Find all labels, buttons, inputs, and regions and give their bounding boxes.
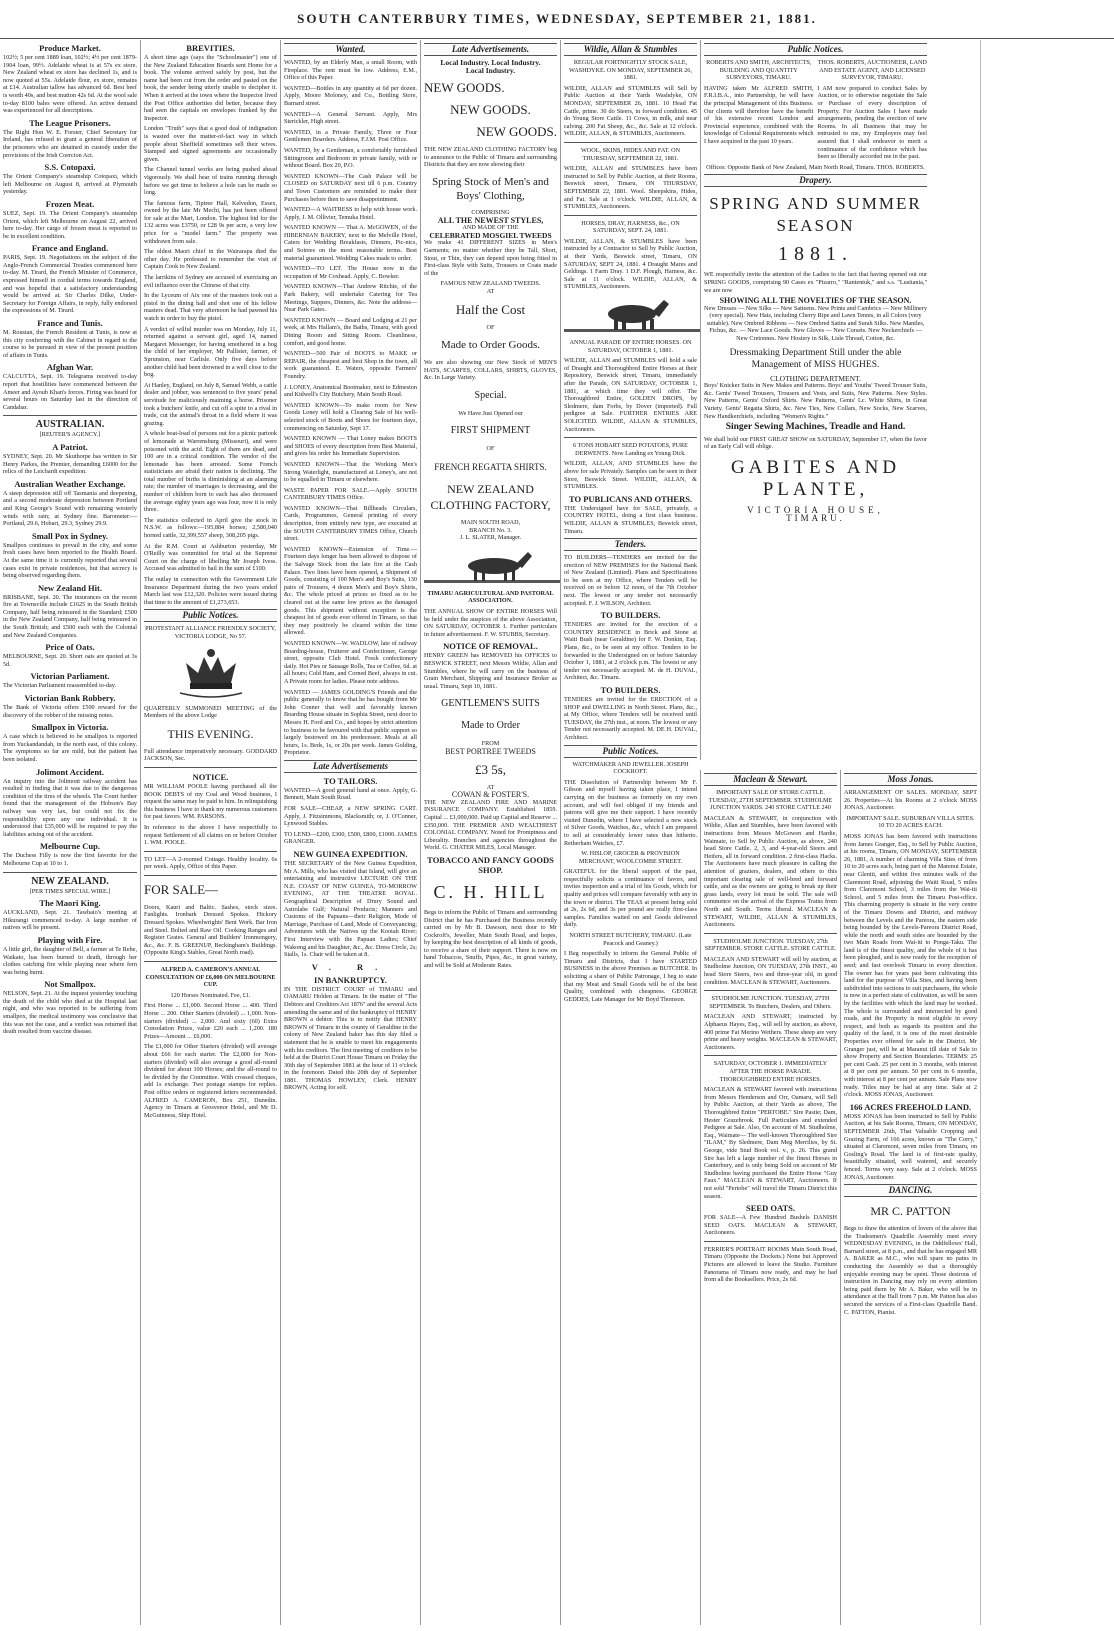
sale-text: WILDIE, ALLAN, & STUMBLES have been instructed by a Contractor to Sell by Public Auction, at their Yards, Beswick street, Timaru, ON SATURDAY, SEPT 24, 1881. 4 Draught Mares and Geldings. 1 Farm Dray. 1 D.F. Plough, Harness, &c. Sale at 11 o'clock. WILDIE, ALLAN, & STUMBLES, Auctioneers. (564, 237, 697, 291)
ad-text: We make 41 DIFFERENT SIZES in Men's Garments; no matter whether they be Tall, Short, Stout, or Thin, they can depend upon being fitted in First-class Style with Suits, Trousers or Coats made of the (424, 239, 557, 277)
notice-text: I Beg respectfully to inform the General Public of Timaru and Districts, that I have STARTED BUSINESS in the above Premises as BUTCHER. In soliciting a share of Public Patronage, I beg to state that my Meat and Small Goods will be of the best Quality, combined with cheapness. GEORGE GEDDES, Late Manager for Mr Boyd Thomson. (564, 950, 697, 1003)
drapery-text: Boys' Knicker Suits in New Makes and Patterns. Boys' and Youths' Tweed Trouser Suits, &c. Gents' Tweed Trousers, Trousers and Vests, and Suits, New Patterns. New Styles. New Patterns, Gents' Oxford Shirts. New Patterns, Gents' Lc. White Shirts, in Great Variety. Gents' Regatta Shirts, &c. New Ties, New Collars, New Socks, New Scarves, New Handkerchiefs, including "Women's Rights." (704, 382, 927, 420)
article-text: A verdict of wilful murder was on Monday, July 11, returned against a servant girl, aged 14, named Margaret Messenger, for having smothered in a bog the child of her employer, Mr Pallister, farmer, of Sprunston, near Carlisle. Only five days before another child had been drowned in a well close to the bog. (144, 325, 277, 379)
article-text: The larrikins of Sydney are accused of exercising an evil influence over the Chinese of that city. (144, 274, 277, 289)
classified-ad: J. LONEY, Anatomical Bootmaker, next to Edmeston and Kidwell's City Butchery, Main South Road. (284, 383, 417, 399)
section-banner: DANCING. (844, 1184, 977, 1197)
drapery-line: Singer Sewing Machines, Treadle and Hand. (725, 422, 906, 433)
ad-line: MAIN SOUTH ROAD, (460, 519, 521, 527)
ad-text: Begs to inform the Public of Timaru and surrounding District that he has Purchased the Business recently carried on by Mr B. Dawson, next door to Mr Cockroft's, Jeweller, Main South Road, and hopes, by keeping the best description of all kinds of goods, to receive a share of their support. There is now on hand Tobaccos, Snuffs, Pipes, &c., in great variety, and will be Sold at Moderate Rates. (424, 908, 557, 970)
column-brevities (140, 40, 280, 1625)
ad-text: THE NEW ZEALAND CLOTHING FACTORY beg to announce to the Public of Timaru and surrounding Districts that they are now showing their (424, 146, 557, 169)
notice-text: TO LET—A 2-roomed Cottage. Healthy locality. 6s per week. Apply, Office of this Paper. (144, 855, 277, 871)
ad-line: Local Industry. (465, 65, 516, 75)
classified-ad: WANTED KNOWN—That Billheads Circulars, Cards, Programmes, General printing of every description, from entirely new type, are executed at the SOUTH CANTERBURY TIMES Office, Church street. (284, 504, 417, 543)
headline: Australian Weather Exchange. (14, 478, 126, 489)
headline: France and England. (31, 243, 109, 254)
divider (564, 437, 697, 438)
store-name: GABITES AND PLANTE, (730, 457, 901, 500)
classified-ad: WANTED—Bottles in any quantity at 6d per dozen. Apply, Moore Moloney, and Co., Bottling Store, Barnard street. (284, 84, 417, 107)
headline: Small Pox in Sydney. (31, 530, 109, 541)
headline: France and Tunis. (37, 318, 103, 329)
divider (564, 142, 697, 143)
masthead (0, 0, 1114, 39)
tender-text: TENDERS are invited for the ERECTION of a SHOP and DWELLING in North Street. Plans, &c., at My Office, where Tenders will be received until TUESDAY, the 27th inst., at noon. The lowest or any Tender not necessarily accepted. M. DE H. DUVAL, Architect. (564, 696, 697, 741)
notice-text: Doors, Kauri and Baltic. Sashes, stock sizes. Fanlights. Ironbark Dressed Spokes. Hickory Dressed Spokes. Wheelwrights' Bent Work. Bar Iron and Steel. Bolted and Raw Oil. Cooking Ranges and Register Grates. General and Builders' Ironmongery, &c., &c. F. B. GREENUP, Beckingham's Buildings. (Opposite King's Stables, Great North road). (144, 903, 277, 957)
section-banner: Public Notices. (704, 43, 927, 56)
headline: Produce Market. (39, 43, 101, 53)
notice-heading: NOTICE. (192, 771, 229, 782)
article-text: In the Lyceum of Aix one of the masters took out a pistol in the dining hall and shot one of his fellow masters dead. That very afternoon he had pawned his watch in order to buy the pistol. (144, 292, 277, 322)
ad-line: BEST PORTREE TWEEDS (445, 746, 536, 756)
ad-line: We Have Just Opened our (458, 409, 523, 417)
section-banner: Wildie, Allan & Stumbles (564, 43, 697, 56)
ad-text: HENRY GREEN has REMOVED his OFFICES to BESWICK STREET, next Messrs Wildie, Allan and Stumbles, where he will carry on the business of Grain Merchant, Shipping and Insurance Broker as usual. Timaru, Sept 10, 1881. (424, 652, 557, 690)
section-banner: Public Notices. (564, 745, 697, 758)
notice-text: Full attendance imperatively necessary. GODDARD JACKSON, Sec. (144, 747, 277, 763)
headline: The Maori King. (39, 898, 101, 909)
column-wildie-allan-stumbles (560, 40, 700, 1625)
classified-ad: WANTED KNOWN—That the Working Men's Strong Waterlight, manufactured at Loney's, are not to be equalled in Timaru or elsewhere. (284, 460, 417, 484)
ad-line: OF (486, 323, 495, 331)
notice-heading: W. HISLOP, GROCER & PROVISION MERCHANT, WOOLCOMBE STREET. (578, 850, 683, 865)
divider (704, 990, 837, 991)
ad-line: COMPRISING (471, 208, 510, 216)
classified-ad: WANTED KNOWN—To make room for New Goods Loney will hold a Clearing Sale of his well-selected stock of Boots and Shoes for fourteen days, commencing on Saturday, Sept 17. (284, 401, 417, 432)
classified-ad: WANTED — JAMES GOLDING'S Friends and the public generally to know that he has bought from Mr John Conner that well and favorably known Boarding House situate in Sophia Street, next door to Messrs H. Ford and Co., and hopes by strict attention to business to be favoured with that public support so largely bestowed on his predecessor. Meals at all hours, 1s. Beds, 1s, or 20s per week. James Golding, Proprietor. (284, 688, 417, 757)
article-text: NELSON, Sept. 21. At the inquest yesterday touching the death of the child who died at the Hospital last night, and who was reported to be suffering from smallpox, the medical testimony was conclusive that this was not the case, and a verdict was returned that death resulted from vaccine disease. (3, 990, 137, 1036)
article-text: A whole boat-load of persons out for a picnic partook of lemonade at Warrensburg (Missouri), and were poisoned with the acid. Eight of them are dead, and 100 are in a critical condition. The vendor of the lemonade has been arrested. Some French statisticians are afraid their nation is declining. The total number of births is diminishing at an alarming rate; the number of marriages is decreasing, and the number of children born to each has also decreased the average eighty years ago was four, now it is only three. (144, 430, 277, 514)
notice-text: Offices: Opposite Bank of New Zealand, Main North Road, Timaru. THOS. ROBERTS. (706, 163, 925, 171)
public-notices-row (704, 59, 927, 164)
headline: Not Smallpox. (44, 979, 96, 990)
notice-text: QUARTERLY SUMMONED MEETING of the Members of the above Lodge (144, 704, 277, 720)
dancing-teacher: MR C. PATTON (870, 1204, 951, 1219)
notice-text: I AM now prepared to conduct Sales by Auction, or to otherwise negotiate the Sale or Purchase of every description of Property. For Auction Sales I have made arrangements, pending the erection of new Rooms. In all Business that may be entrusted to me, my Employers may feel assured that I shall endeavor to merit a continuance of the confidence which has been so liberally accorded me in the past. (817, 84, 927, 161)
ad-line: FAMOUS NEW ZEALAND TWEEDS. (440, 280, 541, 288)
ad-line: NEW GOODS. (424, 80, 505, 96)
sale-heading: 6 TONS HOBART SEED POTATOES, PURE DERWENTS. Now Landing ex Young Dick. (573, 442, 688, 457)
paper-title: SOUTH CANTERBURY TIMES, (297, 11, 531, 26)
classified-ad: WANTED—A General Servant. Apply, Mrs Sterickler, High street. (284, 110, 417, 126)
article-text: 102½; 5 per cent 1889 loan, 102½; 4½ per cent 1879-1904 loan, 99½. Adelaide wheat is at 57s ex store. New Zealand wheat ex store has declined 1s, and is now quoted at 55s. Adelaide flour, ex store, remains at £14. Australian tallow has advanced 6d. Best beef is worth 40s, and best mutton 42s 6d. At the wool sale to-day 8100 bales were offered. An active demand was experienced for all descriptions. (3, 54, 137, 115)
ad-line: ALL THE NEWEST STYLES, (437, 215, 544, 225)
sale-text: MACLEAN & STEWART favored with instructions from Messrs Henderson and Orr, Oamaru, will Sell by Public Auction, at their Yards as above, The Thoroughbred Entire "PERTOBE." Sire Pastie; Dam, Hester Grazebrook. Full Particulars and extended Pedigree at Sale. Also, On account of M. Studholme, Esq., Waimate— The well-known Thoroughbred Sire "ILAM," By Sledmere, Dam Meg Merrilies, by St. George, vide Stud Book vol. v., p. 26. This grand Sire has left a large number of the finest Horses in Canterbury, and is only being Sold on account of Mr Studholme having purchased the Entire Horse "Guy Faux." MACLEAN & STEWART, Auctioneers. If not sold "Pertobe" will travel the Timaru District this season. (704, 1086, 837, 1200)
section-heading: AUSTRALIAN. (35, 419, 105, 431)
headline: New Zealand Hit. (38, 582, 102, 593)
issue-date: WEDNESDAY, SEPTEMBER 21, 1881. (536, 11, 817, 26)
tender-heading: TO BUILDERS. (600, 610, 661, 621)
ad-heading: NEW GUINEA EXPEDITION. (293, 849, 408, 860)
ad-line: Local Industry. Local Industry. (440, 58, 541, 67)
ad-heading: TOBACCO AND FANCY GOODS SHOP. (427, 854, 554, 875)
article-text: The Channel tunnel works are being pushed ahead vigorously. We shall hear of trains running through before we get time to believe a hole can be made so long. (144, 166, 277, 197)
drapery-line: SHOWING ALL THE NOVELTIES OF THE SEASON. (719, 296, 912, 306)
sale-text: ARRANGEMENT OF SALES. MONDAY, SEPT 26. Properties—At his Rooms at 2 o'clock MOSS JONAS, Auctioneer. (844, 789, 977, 812)
article-text: Smallpox continues to prevail in the city, and some fresh cases have been reported to the Health Board. At the same time it is currently reported that several cases exist in private residences, but that secrecy is being observed regarding them. (3, 541, 137, 580)
tender-text: TO BUILDERS—TENDERS are invited for the erection of NEW PREMISES for the National Bank of New Zealand (Limited). Plans and Specifications to be seen at my Office, where Tenders will be received on or before 12 noon, of the 7th October next. The lowest or any tender not necessarily accepted. F. J. WILSON, Architect. (564, 554, 697, 607)
article-text: At the R.M. Court at Ashburton yesterday, Mr O'Reilly was committed for trial at the Supreme Court on the charge of libelling Mr Joseph Ivess. Accused was admitted to bail in the sum of £100. (144, 542, 277, 573)
divider (704, 933, 837, 934)
headline: S.S. Cotopaxi. (44, 162, 96, 173)
headline: A Patriot. (52, 441, 88, 452)
article-text: The statistics collected in April give the stock in N.S.W. as follows:—195,884 horses; 2,580,040 horned cattle, 32,399,557 sheep, 308,205 pigs. (144, 516, 277, 540)
sale-text: WILDIE, ALLAN and STUMBLES will hold a sale of Draught and Thoroughbred Entire Horses at their Repository, Beswick street, Timaru, immediately after the Parade, ON SATURDAY, OCTOBER 1, 1881, at which time they will offer. The Thoroughbred Entire, GOLDEN DROPS, by Sledmere, dam Forbs, by Dover (imported). Full pedigree at Sale. FURTHER ENTRIES ARE SOLICITED. WILDIE, ALLAN & STUMBLES, Auctioneers. (564, 357, 697, 433)
ad-line: FIRST SHIPMENT (450, 425, 531, 437)
article-text: The famous farm, Tiptree Hall, Kelvedon, Essex, owned by the late Mr Mechi, has just been offered for sale at the Mart, London. The highest bid for the 132 acres was £3750, or £28 9s per acre, a very low price for a "model farm." The property was withdrawn from sale. (144, 199, 277, 245)
sale-text: MACLEAN & STEWART, in conjunction with Wildie, Allan and Stumbles, have been favored with instructions from Messrs McGowen and Hardie, Waimate, to Sell by Public Auction, as above, 240 head Store Cattle. 2, 3, and 4-year-old Steers and Heifers, all in forward condition. 2 first-class Hacks. The Auctioneers have much pleasure in calling the attention of graziers, dealers, and others to this important clearing sale of well-bred and forward cattle, and as the owners are going to break up their grass lands, every lot must be sold. The sale will commence on the arrival of the Express Trains from North and South. Terms liberal. MACLEAN & STEWART, WILDIE, ALLAN & STUMBLES, Auctioneers. (704, 814, 837, 929)
ad-line: NEW GOODS. (450, 102, 531, 118)
consultation-heading: ALFRED A. CAMERON'S ANNUAL CONSULTATION OF £6,000 ON MELBOURNE CUP. (145, 966, 276, 989)
classified-ad: WANTED—500 Pair of BOOTS to MAKE or REPAIR, the cheapest and best Shop in the town, all work guaranteed. E. Waters, opposite Farmers' Foundry. (284, 350, 417, 380)
divider (144, 961, 277, 962)
column-drapery (700, 40, 930, 760)
horse-icon (424, 546, 560, 586)
article-text: The outlay in connection with the Government Life Insurance Department during the two years ended March last was £12,320. Policies were issued during that time to the amount of £1,273,653. (144, 576, 277, 606)
tender-heading: TO BUILDERS. (600, 685, 661, 695)
drapery-line: Dressmaking Department Still under the able Management of MISS HUGHES. (729, 347, 902, 370)
classified-ad: WANTED KNOWN — That A. McGOWEN, of the HIBERNIAN BAKERY, next to the Melville Hotel, Caters for Wedding Breakfasts, Dinners, Pic-nics, and Soirees on the most reasonable terms. Best material guaranteed. Wedding Cakes made to order. (284, 224, 417, 262)
store-town: TIMARU. (786, 512, 845, 523)
ad-text: J. L. SLATER, Manager. (459, 534, 522, 542)
section-subheading: [PER TIMES SPECIAL WIRE.] (29, 887, 111, 895)
ad-line: Special. (474, 389, 507, 401)
ad-line: £3 5s, (474, 761, 507, 777)
thos-roberts-notice (818, 59, 928, 164)
section-banner: Wanted. (284, 43, 417, 56)
headline: The League Prisoners. (29, 117, 111, 128)
ad-line: FROM (481, 740, 500, 748)
sale-text: MACLEAN AND STEWART, instructed by Alphaeus Hayes, Esq., will sell by auction, as above, 400 prime Fat Merino Wethers. These sheep are very prime and heavy weights. MACLEAN & STEWART, Auctioneers. (704, 1013, 837, 1051)
ad-line: Made to Order Goods. (441, 339, 540, 352)
article-text: London "Truth" says that a good deal of indignation is wasted over the matter-of-fact way in which people about Sheffield sometimes sell their wives. Stamped and signed agreements are occasionally given. (144, 125, 277, 163)
article-text: MELBOURNE, Sept. 20. Short oats are quoted at 3s 5d. (3, 653, 137, 668)
headline: BREVITIES. (186, 43, 235, 53)
sale-heading: REGULAR FORTNIGHTLY STOCK SALE, WASHDYKE. ON MONDAY, SEPTEMBER 26, 1881. (569, 59, 692, 82)
column-moss-jonas (840, 770, 980, 1625)
divider (704, 1241, 837, 1242)
drapery-text: We shall hold our FIRST GREAT SHOW on SATURDAY, September 17, when the favor of an Early Call will oblige. (704, 435, 927, 451)
section-subheading: [REUTER'S AGENCY.] (39, 431, 101, 439)
ad-line: AND MADE OF THE (462, 224, 519, 232)
tender-text: TENDERS are invited for the erection of a COUNTRY RESIDENCE in Brick and Stone at Waiti Bush (near Geraldine) for F. W. Donkin, Esq. Plans, &c., to be seen at my office. Tenders to be forwarded to the Undersigned on or before Saturday October 1, 1881, at 2 o'clock p.m. The lowest or any tender not necessarily accepted. M. de H. DUVAL, Architect, &c. Timaru. (564, 621, 697, 682)
ad-line: C. H. HILL (433, 881, 548, 902)
divider (564, 215, 697, 216)
classified-ad: WANTED, in a Private Family, Three or Four Gentlemen Boarders. Address, F.J.M. Post Office. (284, 128, 417, 144)
article-text: SUEZ, Sept. 19. The Orient Company's steamship Orient, which left Melbourne on August 22, arrived here to-day. Her cargo of frozen meat is reported to be in excellent condition. (3, 209, 137, 240)
sale-heading: 166 ACRES FREEHOLD LAND. (849, 1101, 972, 1112)
divider (704, 1055, 837, 1056)
headline: Price of Oats. (45, 642, 95, 653)
draught-horse-icon (564, 295, 700, 335)
article-text: At Hanley, England, on July 8, Samuel Webb, a cattle dealer and jobber, was sentenced to five years' penal servitude for maliciously maiming a horse. Prisoner took a butchers' knife, and cut off a spite to a rival in trade, cut the animal's throat in a field where it was grazing. (144, 381, 277, 427)
ad-line: NEW ZEALAND CLOTHING FACTORY, (430, 482, 551, 513)
sale-heading: IMPORTANT SALE. SUBURBAN VILLA SITES. 10 TO 20 ACRES EACH. (846, 814, 975, 830)
notice-text: MR WILLIAM POOLE having purchased all the BOOK DEBTS of my Coal and Wood business, I request the same may be paid to him. In relinquishing this business I have to thank my numerous customers for past favors. WM. PARSONS. (144, 782, 278, 821)
sale-heading: SEED OATS. (746, 1203, 795, 1214)
article-text: The oldest Maori chief in the Wairarapa died the other day. He professed to remember the visit of Captain Cook to New Zealand. (144, 248, 277, 271)
ad-line: COWAN & FOSTER'S. (451, 790, 530, 800)
article-text: The Duchess Filly is now the first favorite for the Melbourne Cup at 10 to 1. (3, 852, 137, 867)
season-headline: SPRING AND SUMMER SEASON (709, 194, 922, 236)
article-text: An inquiry into the Jolimont railway accident has resulted in finding that it was due to the dangerous condition of the tires of the wheels. The Court further found that the management of the Hobson's Bay railway was very lax, but could not fix the responsibility upon any one individual. It is understood that £35,000 will be required to pay the liabilities arising out of the accident. (3, 777, 137, 838)
sale-text: THE Undersigned have for SALE, privately, a COUNTRY HOTEL, doing a first class business. WILDIE, ALLAN & STUMBLES, Beswick street, Timaru. (564, 504, 697, 535)
sale-heading: WOOL, SKINS, HIDES AND FAT. ON THURSDAY, SEPTEMBER 22, 1881. (580, 146, 681, 162)
notice-text: First Horse ... £1,000. Second Horse ... 400. Third Horse ... 200. Other Starters (divided) ... 1,000. Non-starters (divided) ... 2,000. And sixty (60) Extra Consolation Prizes, value £20 each ... 1,200. 180 Prizes—Amount ... £6,000. (144, 1002, 277, 1040)
ad-line: BRANCH No. 3. (469, 526, 512, 534)
classified-ad: WANTED KNOWN—Extension of Time.—Fourteen days longer has been allowed to dispose of the Salvage Stock from the late fire at the Cash Palace. Two lines have been opened, a Shipment of Goods, consisting of 100 Men's and Boy's Suits, 130 pairs of Trousers, 4 dozen Men's and Boy's Shirts, &c. The whole priced at prices so fixed as to be cleared out at the same low prices as the damaged goods. This shipment without exception is the cheapest lot of goods ever offered in Timaru, so that they may positively be cleared within the time allowed. (284, 545, 417, 637)
article-text: The Orient Company's steamship Cotopaxi, which left Melbourne on August 8, arrived at Plymouth yesterday. (3, 173, 137, 196)
sale-heading: SATURDAY, OCTOBER 1. IMMEDIATELY AFTER THE HORSE PARADE. THOROUGHBRED ENTIRE HORSES. (713, 1060, 828, 1083)
headline: Frozen Meat. (45, 198, 95, 209)
classified-ad: WANTED KNOWN—W. WADLOW, late of railway Boarding-house, Fruiterer and Confectioner, George street, opposite Club Hotel. Fresh confectionery daily. Hot Pies or Sausage Rolls, Tea or Coffee, 6d. at all hours; Cold Ham, and Corned Beef, always in cut. A Private room for ladies. Please note address. (284, 639, 417, 685)
article-text: The Bank of Victoria offers £500 reward for the discovery of the robber of the missing notes. (3, 704, 137, 719)
ad-heading: TO TAILORS. (323, 775, 378, 786)
sale-text: WILDIE, ALLAN and STUMBLES have been instructed to Sell by Public Auction, at their Rooms, Beswick street, Timaru, ON THURSDAY, SEPTEMBER 22, 1881. Wool. Sheepskins, Hides, and Fat. Sale at 1 o'clock. WILDIE, ALLAN, & STUMBLES, Auctioneers. (564, 165, 697, 211)
classified-ad: WANTED KNOWN—The Cash Palace will be CLOSED on SATURDAY next till 6 p.m. Country and Town Customers are reminded to make their Purchases before then to save disappointment. (284, 172, 417, 203)
article-text: A little girl, the daughter of Bell, a farmer at Te Rehe, Waikato, has been burned to death, through her clothes catching fire while playing near where fern was being burnt. (3, 945, 137, 976)
divider (3, 415, 137, 416)
notice-text: 120 Horses Nominated. Fee, £1. (170, 991, 251, 999)
store-address: VICTORIA HOUSE, (747, 505, 884, 515)
article-text: CALCUTTA, Sept. 19. Telegrams received to-day report that hostilities have commenced between the Ameer and Ayoub Khan's forces. Firing was heard for several hours on Saturday last in the direction of Candahar. (3, 373, 137, 411)
notice-headline: THIS EVENING. (167, 726, 254, 741)
section-heading: NEW ZEALAND. (31, 875, 109, 887)
article-text: PARIS, Sept. 19. Negotiations on the subject of the Anglo-French Commercial Treaties commenced here to-day. M. Tirard, the French Minister of Commerce, expressed himself in cordial terms towards England, and was hopeful that a satisfactory understanding would be arrived at. Sir Charles Dilke, Under-Secretary for Foreign Affairs, in reply, fully endorsed the expressions of M. Tirard. (3, 254, 137, 315)
notice-heading: THOS. ROBERTS, AUCTIONEER, LAND AND ESTATE AGENT, AND LICENSED SURVEYOR, TIMARU. (817, 59, 927, 82)
ad-text: THE NEW ZEALAND FIRE AND MARINE INSURANCE COMPANY. Established 1859. Capital ... £1,000,000. Paid up Capital and Reserve ... £350,000. THE PREMIER AND WEALTHIEST COLONIAL COMPANY. Noted for Promptness and Liberality. Branches and agencies throughout the World. G. CHATER MILES, Local Manager. (424, 798, 557, 852)
section-banner: Drapery. (704, 174, 927, 187)
sale-heading: IMPORTANT SALE OF STORE CATTLE. TUESDAY, 27TH SEPTEMBER. STUDHOLME JUNCTION YARDS. 240 STORE CATTLE 240 (708, 789, 833, 812)
ad-heading: TIMARU AGRICULTURAL AND PASTORAL ASSOCIATION. (427, 589, 554, 605)
crown-crest-icon (176, 645, 246, 701)
article-text: BRISBANE, Sept. 20. The insurances on the recent fire at Townsville include £1625 in the South British Company, half being reinsured in the Standard; £500 in the New Zealand Company, half being reinsured in the South British; and £500 each with the Colonial and New Zealand Companies. (3, 593, 137, 639)
ad-text: We are also showing our New Stock of MEN'S HATS, SCARFES, COLLARS, SHIRTS, GLOVES, &c. In Large Variety. (424, 359, 557, 382)
article-text: A short time ago (says the "Schoolmaster") one of the New Zealand Education Boards sent Home for a book. The volume arrived safely by post, but the name had been cut from the order and pasted on the book, the sender being utterly unable to decipher it. When it arrived at the town where the Inspector lived the Post Office authorities did better, because they had seen the capitals on envelopes franked by the Inspector. (144, 54, 277, 122)
sale-heading: ANNUAL PARADE OF ENTIRE HORSES. ON SATURDAY, OCTOBER 1, 1881. (569, 339, 692, 354)
sale-text: FERRIER'S PORTRAIT ROOMS Main South Road, Timaru (Opposite the Dockets.) None but Approved Pictures are allowed to leave the Studio. Furniture Panorama of Timaru now ready, and may be had from all the Booksellers. Price, 2s 6d. (704, 1245, 837, 1284)
divider (144, 851, 277, 852)
notice-heading: ROBERTS AND SMITH, ARCHITECTS, BUILDING AND QUANTITY SURVEYORS, TIMARU. (706, 59, 812, 82)
notice-text: HAVING taken Mr ALFRED SMITH, F.R.I.B.A., into Partnership, he will have the principal Management of this Business. Our clients will therefore have the benefit of his extensive recent London and Provincial experience, combined with the knowledge of Colonial Requirements which I have acquired in the past 10 years. (704, 84, 814, 145)
notice-text: The £1,000 for Other Starters (divided) will average about £66 for each starter. The £2,000 for Non-starters (divided) will also average a good all-round dividend for about 100 Horses; and the all-round to be divided by the Committee. With crossed cheques, add 1s exchange. Two postage stamps for replies. Post office orders or registered letters recommended. ALFRED A. CAMERON, Box 251, Dunedin. Agency in Timaru at Grosvenor Hotel, and Mr D. McGuinness, Ship Hotel. (144, 1043, 277, 1119)
classified-ad: WANTED KNOWN—That Andrew Ritchie, of the Park Bakery, will undertake Catering for Tea Meetings, Suppers, Dinners, &c. Note the address—Near Park Gates. (284, 283, 417, 314)
drapery-text: New Dresses — New Silks — New Satteens. New Prints and Cambrics — New Millinery (very special). New Hats, including Cherry Ripe and Lawn Tennis, in all Colors (very suitable). New Ombred Ribbons — New Ombred Satins and Surah Silks. New Mantles, Fichus, &c. — New Lace Goods. New Gloves — New Corsets. New Neckerchiefs — New Cretonnes. New Hosiery in Silk, Lisle Thread, Cotton, &c. (704, 304, 927, 343)
page-margin-rule (980, 40, 981, 1625)
classified-ad: WANTED KNOWN — That Loney makes BOOTS and SHOES of every description from Best Material, and gives his order his Immediate Supervision. (284, 435, 417, 458)
section-banner: Moss Jonas. (844, 773, 977, 786)
sale-text: WILDIE, ALLAN and STUMBLES will Sell by Public Auction at their Yards Washdyke, ON MONDAY, SEPTEMBER 26, 1881. 10 Head Fat Cattle, prime. 30 do Steers, in forward condition. 45 do Young Store Cattle. 11 Cows, in milk, and near calving. 200 Fat Sheep, &c., &c. Sale at 12 o'clock. WILDIE, ALLAN, & STUMBLES, Auctioneers. (564, 84, 697, 138)
divider (144, 767, 277, 768)
column-clothing-factory (420, 40, 560, 1625)
sale-heading: HORSES, DRAY, HARNESS, &c., ON SATURDAY, SEPT. 24, 1881. (581, 219, 680, 235)
season-year: 1881. (778, 243, 853, 266)
section-banner: Late Advertisements (284, 760, 417, 773)
ad-line: FRENCH REGATTA SHIRTS. (434, 462, 547, 473)
section-banner: Late Advertisements. (424, 43, 557, 56)
classified-ad: WANTED—A WAITRESS to help with house work. Apply, J. M. Ollivier, Temuka Hotel. (284, 206, 417, 221)
ad-line: NEW GOODS. (476, 124, 557, 140)
notice-heading: WATCHMAKER AND JEWELLER. JOSEPH COCKROFT. (572, 760, 689, 776)
ad-line: OF (486, 445, 495, 453)
notice-heading: NORTH STREET BUTCHERY, TIMARU. (Late Peacock and Geaney.) (569, 932, 692, 947)
notice-text: THE Dissolution of Partnership between Mr F. Gibson and myself having taken place, I intend carrying on the business as formerly on my own account, and will feel obliged if my friends and patrons will give me their support. I have recently visited Dunedin, where I have selected a new stock of Silver Goods, Watches, &c., which I am prepared to sell at considerably lower rates than hitherto. Retherham Watches, £7. (564, 778, 697, 847)
sale-text: WILDIE, ALLAN, AND STUMBLES have the above for sale Privately. Samples can be seen in their Store, Beswick Street. WILDIE, ALLAN, & STUMBLES. (564, 460, 697, 491)
ad-line: Made to Order (461, 720, 520, 732)
classified-ad: WANTED—TO LET. The House now in the occupation of Mr Coxhead. Apply, C. Bowker. (284, 265, 417, 280)
dancing-text: Begs to draw the attention of lovers of the above that the Tradesmen's Quadrille Assembly meet every WEDNESDAY EVENING, in the Oddfellows' Hall, Barnard street, at 8 p.m., and that he has engaged MR A. BAKER as M.C., who will spare no pains in conducting the Assembly so that a thoroughly enjoyable evening may be spent. Those desirous of instruction in Dancing may rely on every attention being paid them by Mr A. Baker, who will be in attendance at the Hall from 7 p.m. Mr Patton has also secured the services of a First-class Quadrille Band. C. PATTON, Pianist. (844, 1225, 977, 1316)
headline: Playing with Fire. (37, 934, 103, 945)
article-text: A case which is believed to be smallpox is reported from Yuckandandah, in the north east, of this colony. The symptoms so far are mild, but the patient has been isolated. (3, 733, 137, 763)
classified-ad: WASTE PAPER FOR SALE.—Apply SOUTH CANTERBURY TIMES Office. (284, 486, 417, 502)
notice-heading: PROTESTANT ALLIANCE FRIENDLY SOCIETY, VICTORIA LODGE, No 57. (145, 625, 276, 640)
classified-ad: IN THE DISTRICT COURT of TIMARU and OAMARU Holden at Timaru. In the matter of "The Debtors and Creditors Act 1876" and the several Acts amending the same and of the bankruptcy of HENRY BROWN a debtor. This is to notify that HENRY BROWN of Timaru in the county of Geraldine in the colony of New Zealand baker has this day filed a statement that he is unable to meet his engagements with his creditors. The first meeting of creditors to be held at the District Court House Timaru on Friday the 30th day of September 1881 at the hour of 11 o'clock in the forenoon. Dated this 20th day of September 1881. THOMAS HOWLEY, Clerk. HENRY BROWN, Acting for self. (284, 985, 417, 1092)
notice-text: In reference to the above I have respectfully to request Settlement of all claims on or before October 1. WM. POOLE. (144, 823, 277, 847)
column-news (0, 40, 140, 1625)
ad-line: Half the Cost (455, 301, 526, 317)
royal-cipher: V. R. (311, 961, 390, 972)
classified-ad: WANTED, by a Gentleman, a comfortably furnished Sittingroom and Bedroom in private family, with or without Board. Box 20, P.O. (284, 146, 417, 170)
sale-text: MOSS JONAS has been instructed to Sell by Public Auction, at his Sale Rooms, Timaru, ON MONDAY, SEPTEMBER 26th, That Valuable Cropping and Grazing Farm, of 166 acres, known as "The Corry," situated at Claremont, seven miles from Timaru, on Gosling's Road. The land is of first-rate quality, beautifully situated, well watered, and securely fenced. Terms very easy. Sale at 2 o'clock. MOSS JONAS, Auctioneer. (844, 1112, 977, 1181)
classified-ad: THE SECRETARY of the New Guinea Expedition, Mr A. Mills, who has visited that Island, will give an entertaining and instructive LECTURE ON THE N.E. COAST OF NEW GUINEA, TO-MORROW EVENING, AT THE THEATRE ROYAL. Geographical Description of Drury Sound and Astrolabe Gulf; Natural Products; Manners and Customs of the Papuans—their Religion, Mode of Marriage, Purchase of Land, Mode of Conveyancing; Adventures with the Natives up the Kootah River; First Interview with the Papuan Ladies; Chief Wakomg and his Daughter, &c., &c. Dress Circle, 2s; Stalls, 1s. Chair will be taken at 8. (284, 860, 417, 959)
drapery-text: WE respectfully invite the attention of the Ladies to the fact that having opened out our SPRING GOODS, comprising 90 Cases ex "Pizarro," "Rantentuk," and s.s. "Lusitania," we are now (704, 271, 927, 294)
classified-ad: FOR SALE—CHEAP, a NEW SPRING CART. Apply, J. Fitzsimmons, Blacksmith; or, J. O'Conner, Lynwood Stables. (284, 805, 417, 828)
headline: Jolimont Accident. (36, 766, 104, 777)
article-text: M. Roustan, the French Resident at Tunis, is now at this city conferring with the Cabinet in regard to the course to be pursued in view of the present position of affairs in Tunis. (3, 329, 137, 359)
classified-ad: WANTED KNOWN — Board and Lodging at 21 per week, at Mrs Hallam's, the Baths, Timaru, with good Dining Room and Sitting Room. Cleanliness, comfort, and good home. (284, 316, 417, 347)
sale-text: MOSS JONAS has been favored with instructions from James Granger, Esq., to Sell by Public Auction, at his rooms, Timaru, ON MONDAY, SEPTEMBER 26, 1881, A number of charming Villa Sites of from 10 to 20 acres each, being part of the Marenui Estate, near Gleniti, and within five minutes walk of the Claremont Road, adjoining the Waiti Road, 5 miles from Claremont School, 3 miles from the Wai-iti School, and 5 miles from the Timaru Post-office. This charming property is situate in the very centre of the Timaru Downs and District, and midway between the Levels and the Pareora, the eastern side being bounded by the Levels-Pareora District Road, while the north and south sides are bounded by the two Main Roads from Wai-iti to Ponga-Taku. The land is of the finest quality, and the whole of it has been ploughed, and is now ready for the reception of seed; and fast overlook Timaru in every direction. The owner has for years past been cultivating this land for the purpose of Villa Sites, and having been subdivided into sections to suit purchasers, the whole is now in a perfect state of cultivation, as will be seen by the facilities with which the land may be worked. The whole is surrounded and intersected by good roads, and the Property is most eligible in every respect, and both as regards its position and the quality of the land, it is one of the most desirable Properties ever offered for sale in the District. Mr Granger just, will be at Maranui till date of Sale to show Property and Section Boundaries. TERMS: 25 per cent Cash. 25 per cent in 3 months, with interest at 8 per cent per annum. 50 per cent in 6 months, with interest at 8 per cent per annum. Sale Plans now ready. Titles may be had at any time. Sale at 2 o'clock. MOSS JONAS, Auctioneer. (844, 832, 977, 1099)
ad-line: AT (486, 287, 495, 295)
roberts-smith-notice (704, 59, 814, 164)
sale-heading: STUDHOLME JUNCTION. TUESDAY, 27TH SEPTEMBER. To Butchers, Dealers, and Others. (709, 995, 832, 1010)
article-text: AUCKLAND, Sept. 21. Tawhaio's meeting at Hikurangi commenced to-day. A large number of natives will be present. (3, 909, 137, 932)
section-banner: Public Notices. (144, 609, 277, 622)
notice-text: GRATEFUL for the liberal support of the past, respectfully solicits a continuance of favors, and invites inspection and a trial of his Goods, which for quality and prices will compare favorably with any in the town or district. The TEAS at present being sold at 2s, 2s 6d, and 3s per pound are really first-class samples. Families waited on and Goods delivered daily. (564, 868, 697, 929)
classified-ad: TO LEND—£200, £300, £500, £800, £1000. JAMES GRANGER. (284, 830, 417, 846)
headline: Smallpox in Victoria. (31, 722, 109, 733)
headline: Victorian Parliament. (30, 671, 110, 682)
ad-line: Spring Stock of Men's and Boys' Clothing, (432, 175, 549, 202)
article-text: SYDNEY, Sept. 20. Mr Skuthorpe has written to Sir Henry Parkes, the Premier, demanding £6000 for the relics of the Leichardt expedition. (3, 452, 137, 476)
column-wanted (280, 40, 420, 1625)
headline: Afghan War. (46, 362, 94, 373)
classified-ad: WANTED, by an Elderly Man, a small Room, with Fireplace. The rent must be low. Address, E.M., Office of this Paper. (284, 59, 417, 82)
sale-heading: TO PUBLICANS AND OTHERS. (568, 493, 693, 504)
sale-heading: STUDHOLME JUNCTION. TUESDAY, 27th SEPTEMBER. STORE CATTLE. STORE CATTLE. (704, 937, 837, 953)
drapery-line: CLOTHING DEPARTMENT. (770, 373, 861, 383)
headline: Melbourne Cup. (40, 841, 100, 852)
divider (144, 875, 277, 876)
ad-heading: IN BANKRUPTCY. (314, 974, 387, 985)
article-text: The Right Hon W. E. Forster, Chief Secretary for Ireland, has refused to grant a general liberation of the prisoners who are detained in custody under the provisions of the Irish Coercion Act. (3, 128, 137, 159)
ad-line: CELEBRATED MOSGIEL TWEEDS (429, 230, 552, 240)
sale-text: MACLEAN AND STEWART will sell by auction, at Studholme Junction, ON TUESDAY, 27th INST., 40 head Store Steers, two and three-year old, in good condition. MACLEAN & STEWART, Auctioneers. (704, 955, 837, 986)
ad-text: THE ANNUAL SHOW OF ENTIRE HORSES Will be held under the auspices of the above Association, ON SATURDAY, OCTOBER 1. Further particulars in future advertisement. F. W. STUBBS, Secretary. (424, 608, 557, 638)
column-maclean-stewart (700, 770, 840, 1625)
for-sale-heading: FOR SALE— (144, 881, 219, 897)
classified-ad: WANTED—A good general hand at once. Apply, G. Bennett, Main South Road. (284, 786, 417, 802)
ad-line: GENTLEMEN'S SUITS (441, 698, 540, 710)
ad-heading: NOTICE OF REMOVAL. (443, 641, 538, 652)
section-banner: Maclean & Stewart. (704, 773, 837, 786)
ad-line: AT (486, 783, 495, 791)
section-banner: Tenders. (564, 538, 697, 551)
headline: Victorian Bank Robbery. (24, 693, 116, 704)
sale-text: FOR SALE—A Few Hundred Bushels DANISH SEED OATS. MACLEAN & STEWART, Auctioneers. (704, 1214, 837, 1237)
article-text: A steep depression still off Tasmania and deepening, and a second moderate depression between Portland and King George's Sound with remaining westerly winds with rain; at Sydney fine. Barometer:—Portland, 29.6, Hobart, 29.3, Sydney 29.9. (3, 489, 137, 528)
divider (3, 872, 137, 873)
article-text: The Victorian Parliament reassembled to-day. (3, 682, 117, 690)
